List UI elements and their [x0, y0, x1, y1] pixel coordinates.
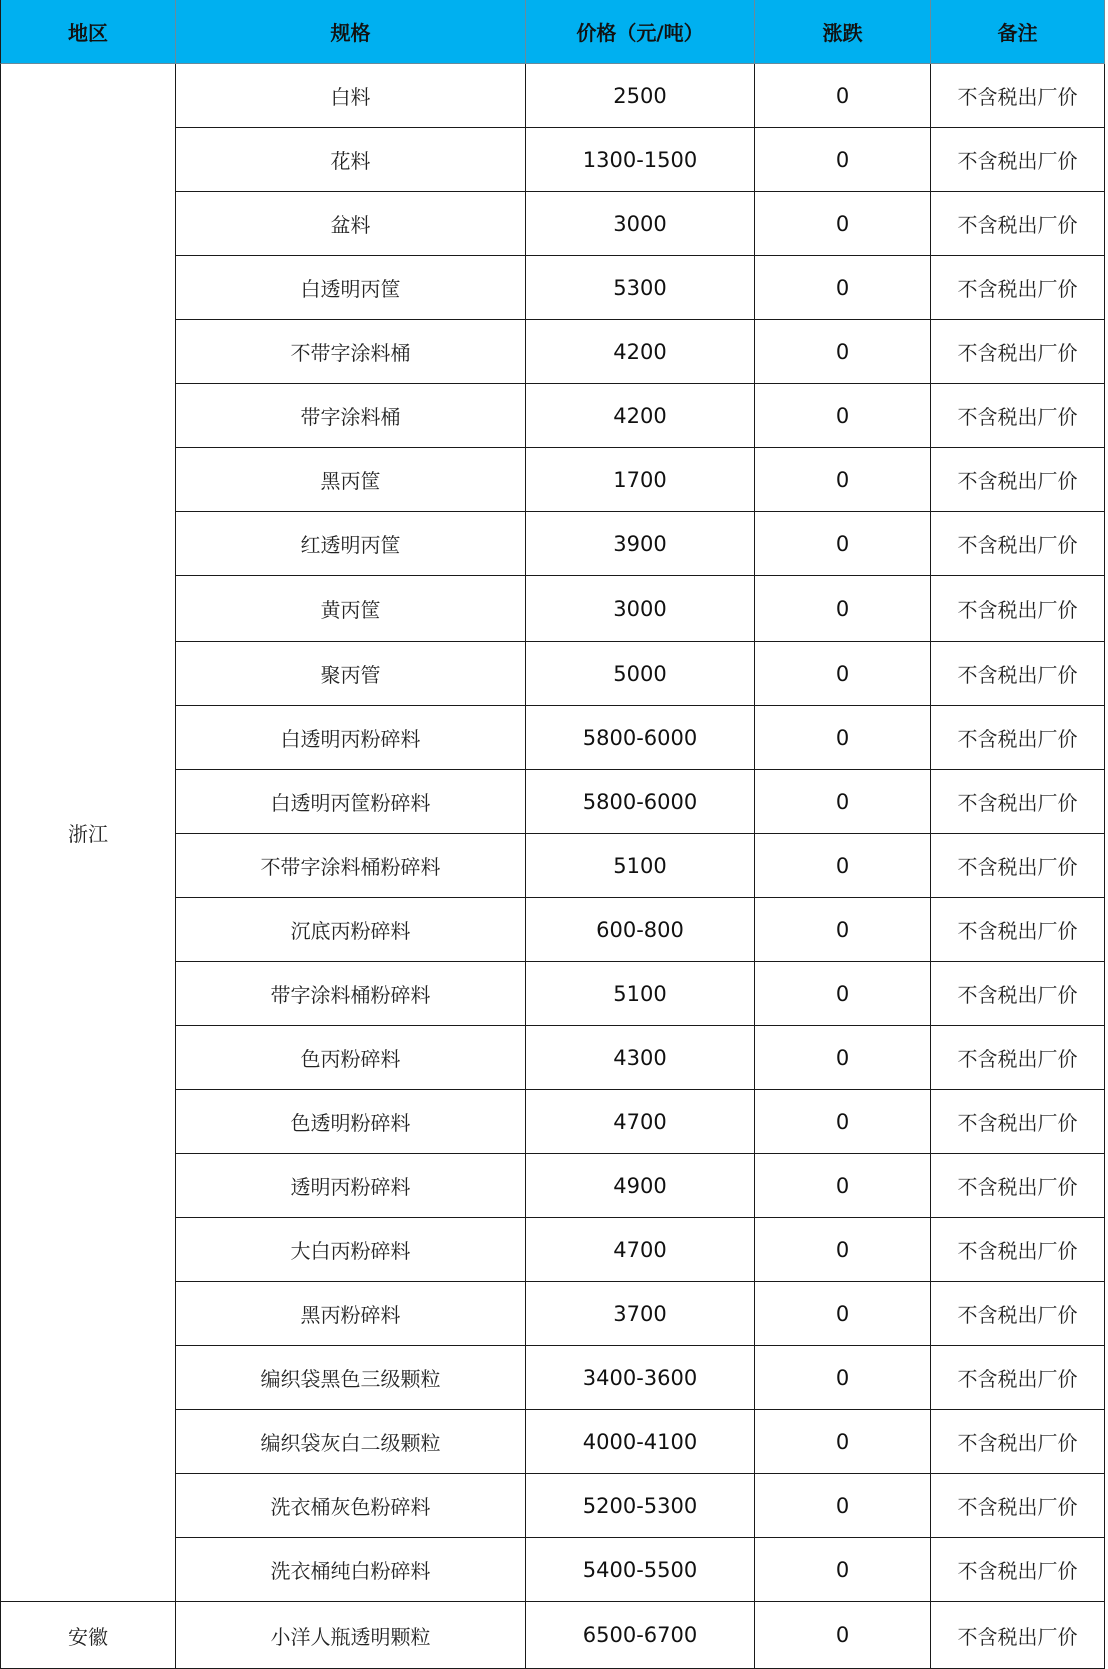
header-change: 涨跌 [755, 0, 931, 64]
spec-cell: 沉底丙粉碎料 [176, 898, 526, 962]
spec-cell: 白透明丙筐 [176, 256, 526, 320]
change-cell: 0 [755, 512, 931, 576]
change-cell: 0 [755, 384, 931, 448]
price-cell: 1300-1500 [526, 128, 755, 192]
price-cell: 4900 [526, 1154, 755, 1218]
note-cell: 不含税出厂价 [931, 1218, 1105, 1282]
spec-cell: 黑丙粉碎料 [176, 1282, 526, 1346]
note-cell: 不含税出厂价 [931, 1154, 1105, 1218]
price-cell: 5100 [526, 962, 755, 1026]
spec-cell: 色丙粉碎料 [176, 1026, 526, 1090]
spec-cell: 不带字涂料桶 [176, 320, 526, 384]
note-cell: 不含税出厂价 [931, 834, 1105, 898]
price-cell: 4200 [526, 384, 755, 448]
note-cell: 不含税出厂价 [931, 642, 1105, 706]
spec-cell: 洗衣桶纯白粉碎料 [176, 1538, 526, 1602]
price-cell: 3900 [526, 512, 755, 576]
change-cell: 0 [755, 1282, 931, 1346]
spec-cell: 透明丙粉碎料 [176, 1154, 526, 1218]
change-cell: 0 [755, 128, 931, 192]
spec-cell: 花料 [176, 128, 526, 192]
price-cell: 5800-6000 [526, 770, 755, 834]
spec-cell: 盆料 [176, 192, 526, 256]
change-cell: 0 [755, 642, 931, 706]
note-cell: 不含税出厂价 [931, 320, 1105, 384]
price-cell: 600-800 [526, 898, 755, 962]
note-cell: 不含税出厂价 [931, 1538, 1105, 1602]
spec-cell: 洗衣桶灰色粉碎料 [176, 1474, 526, 1538]
note-cell: 不含税出厂价 [931, 706, 1105, 770]
note-cell: 不含税出厂价 [931, 770, 1105, 834]
price-cell: 4200 [526, 320, 755, 384]
change-cell: 0 [755, 576, 931, 642]
spec-cell: 白透明丙筐粉碎料 [176, 770, 526, 834]
spec-cell: 编织袋灰白二级颗粒 [176, 1410, 526, 1474]
change-cell: 0 [755, 320, 931, 384]
header-spec: 规格 [176, 0, 526, 64]
price-cell: 2500 [526, 64, 755, 128]
price-cell: 5000 [526, 642, 755, 706]
change-cell: 0 [755, 64, 931, 128]
header-note: 备注 [931, 0, 1105, 64]
note-cell: 不含税出厂价 [931, 1346, 1105, 1410]
note-cell: 不含税出厂价 [931, 256, 1105, 320]
price-cell: 3000 [526, 192, 755, 256]
change-cell: 0 [755, 192, 931, 256]
header-price: 价格（元/吨） [526, 0, 755, 64]
change-cell: 0 [755, 1474, 931, 1538]
change-cell: 0 [755, 1154, 931, 1218]
change-cell: 0 [755, 1602, 931, 1669]
price-cell: 5100 [526, 834, 755, 898]
note-cell: 不含税出厂价 [931, 1090, 1105, 1154]
spec-cell: 红透明丙筐 [176, 512, 526, 576]
price-cell: 5400-5500 [526, 1538, 755, 1602]
note-cell: 不含税出厂价 [931, 64, 1105, 128]
note-cell: 不含税出厂价 [931, 448, 1105, 512]
header-region: 地区 [0, 0, 176, 64]
price-cell: 4700 [526, 1218, 755, 1282]
change-cell: 0 [755, 1026, 931, 1090]
spec-cell: 聚丙管 [176, 642, 526, 706]
note-cell: 不含税出厂价 [931, 1026, 1105, 1090]
spec-cell: 黑丙筐 [176, 448, 526, 512]
change-cell: 0 [755, 962, 931, 1026]
price-cell: 1700 [526, 448, 755, 512]
note-cell: 不含税出厂价 [931, 192, 1105, 256]
note-cell: 不含税出厂价 [931, 1474, 1105, 1538]
change-cell: 0 [755, 706, 931, 770]
change-cell: 0 [755, 834, 931, 898]
price-cell: 4700 [526, 1090, 755, 1154]
spec-cell: 带字涂料桶粉碎料 [176, 962, 526, 1026]
spec-cell: 白料 [176, 64, 526, 128]
change-cell: 0 [755, 1218, 931, 1282]
note-cell: 不含税出厂价 [931, 1282, 1105, 1346]
region-cell: 浙江 [0, 64, 176, 1602]
price-cell: 5300 [526, 256, 755, 320]
note-cell: 不含税出厂价 [931, 962, 1105, 1026]
price-cell: 3700 [526, 1282, 755, 1346]
spec-cell: 大白丙粉碎料 [176, 1218, 526, 1282]
price-cell: 4000-4100 [526, 1410, 755, 1474]
spec-cell: 编织袋黑色三级颗粒 [176, 1346, 526, 1410]
spec-cell: 白透明丙粉碎料 [176, 706, 526, 770]
note-cell: 不含税出厂价 [931, 898, 1105, 962]
note-cell: 不含税出厂价 [931, 1410, 1105, 1474]
change-cell: 0 [755, 448, 931, 512]
spec-cell: 带字涂料桶 [176, 384, 526, 448]
change-cell: 0 [755, 256, 931, 320]
region-cell: 安徽 [0, 1602, 176, 1669]
price-cell: 3400-3600 [526, 1346, 755, 1410]
note-cell: 不含税出厂价 [931, 384, 1105, 448]
price-cell: 3000 [526, 576, 755, 642]
spec-cell: 不带字涂料桶粉碎料 [176, 834, 526, 898]
note-cell: 不含税出厂价 [931, 512, 1105, 576]
price-cell: 4300 [526, 1026, 755, 1090]
note-cell: 不含税出厂价 [931, 128, 1105, 192]
change-cell: 0 [755, 1410, 931, 1474]
change-cell: 0 [755, 1090, 931, 1154]
spec-cell: 小洋人瓶透明颗粒 [176, 1602, 526, 1669]
change-cell: 0 [755, 770, 931, 834]
note-cell: 不含税出厂价 [931, 1602, 1105, 1669]
change-cell: 0 [755, 1538, 931, 1602]
price-cell: 5800-6000 [526, 706, 755, 770]
spec-cell: 色透明粉碎料 [176, 1090, 526, 1154]
change-cell: 0 [755, 898, 931, 962]
price-cell: 6500-6700 [526, 1602, 755, 1669]
note-cell: 不含税出厂价 [931, 576, 1105, 642]
change-cell: 0 [755, 1346, 931, 1410]
spec-cell: 黄丙筐 [176, 576, 526, 642]
price-cell: 5200-5300 [526, 1474, 755, 1538]
